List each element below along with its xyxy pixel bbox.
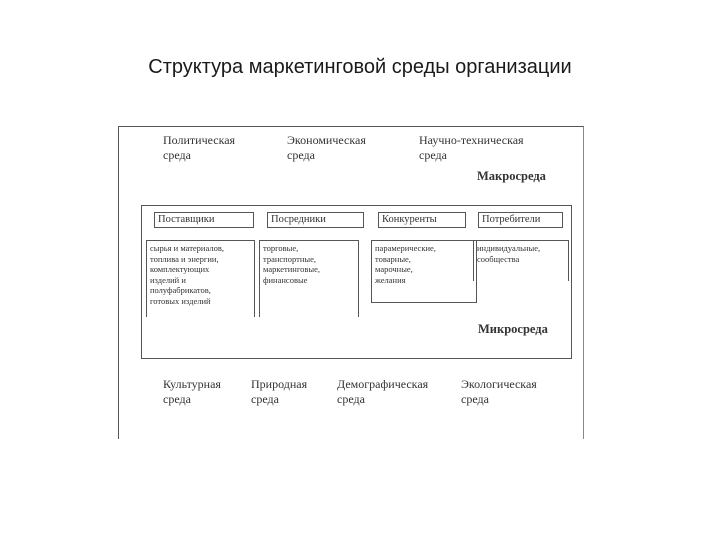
slide-title: Структура маркетинговой среды организации (148, 56, 572, 78)
marketing-environment-diagram (118, 126, 584, 439)
macro-top-label-scitech (419, 133, 524, 163)
header-suppliers: Поставщики (154, 212, 254, 228)
cell-intermediaries: торговые, транспортные, маркетинговые, финансовые (259, 240, 359, 317)
label-line: среда (251, 392, 279, 406)
macro-bottom-label-demographic (337, 377, 428, 407)
label-line: среда (461, 392, 489, 406)
macro-bottom-label-ecological (461, 377, 537, 407)
label-line: среда (163, 392, 191, 406)
cell-suppliers: сырья и материалов, топлива и энергии, комплектующих изделий и полуфабрикатов, готовых изделий (146, 240, 255, 317)
micro-environment-box (141, 205, 572, 359)
macro-environment-label: Макросреда (477, 169, 546, 183)
macro-top-label-political (163, 133, 235, 163)
micro-environment-label: Микросреда (478, 322, 548, 336)
label-line: Культурная (163, 377, 221, 391)
macro-bottom-label-natural (251, 377, 307, 407)
label-line: Демографическая (337, 377, 429, 391)
label-line: среда (337, 392, 365, 406)
cell-competitors: парамерические, товарные, марочные, желания (371, 240, 477, 303)
header-consumers: Потребители (478, 212, 563, 228)
header-intermediaries: Посредники (267, 212, 364, 228)
label-line: среда (419, 148, 447, 162)
cell-consumers: индивидуальные, сообщества (473, 240, 569, 281)
macro-top-label-economic (287, 133, 366, 163)
header-competitors: Конкуренты (378, 212, 466, 228)
label-line: среда (163, 148, 191, 162)
label-line: Политическая (163, 133, 236, 147)
label-line: Научно-техническая (419, 133, 524, 147)
label-line: Экологическая (461, 377, 537, 391)
macro-bottom-label-cultural (163, 377, 221, 407)
label-line: Природная (251, 377, 308, 391)
label-line: среда (287, 148, 315, 162)
label-line: Экономическая (287, 133, 366, 147)
